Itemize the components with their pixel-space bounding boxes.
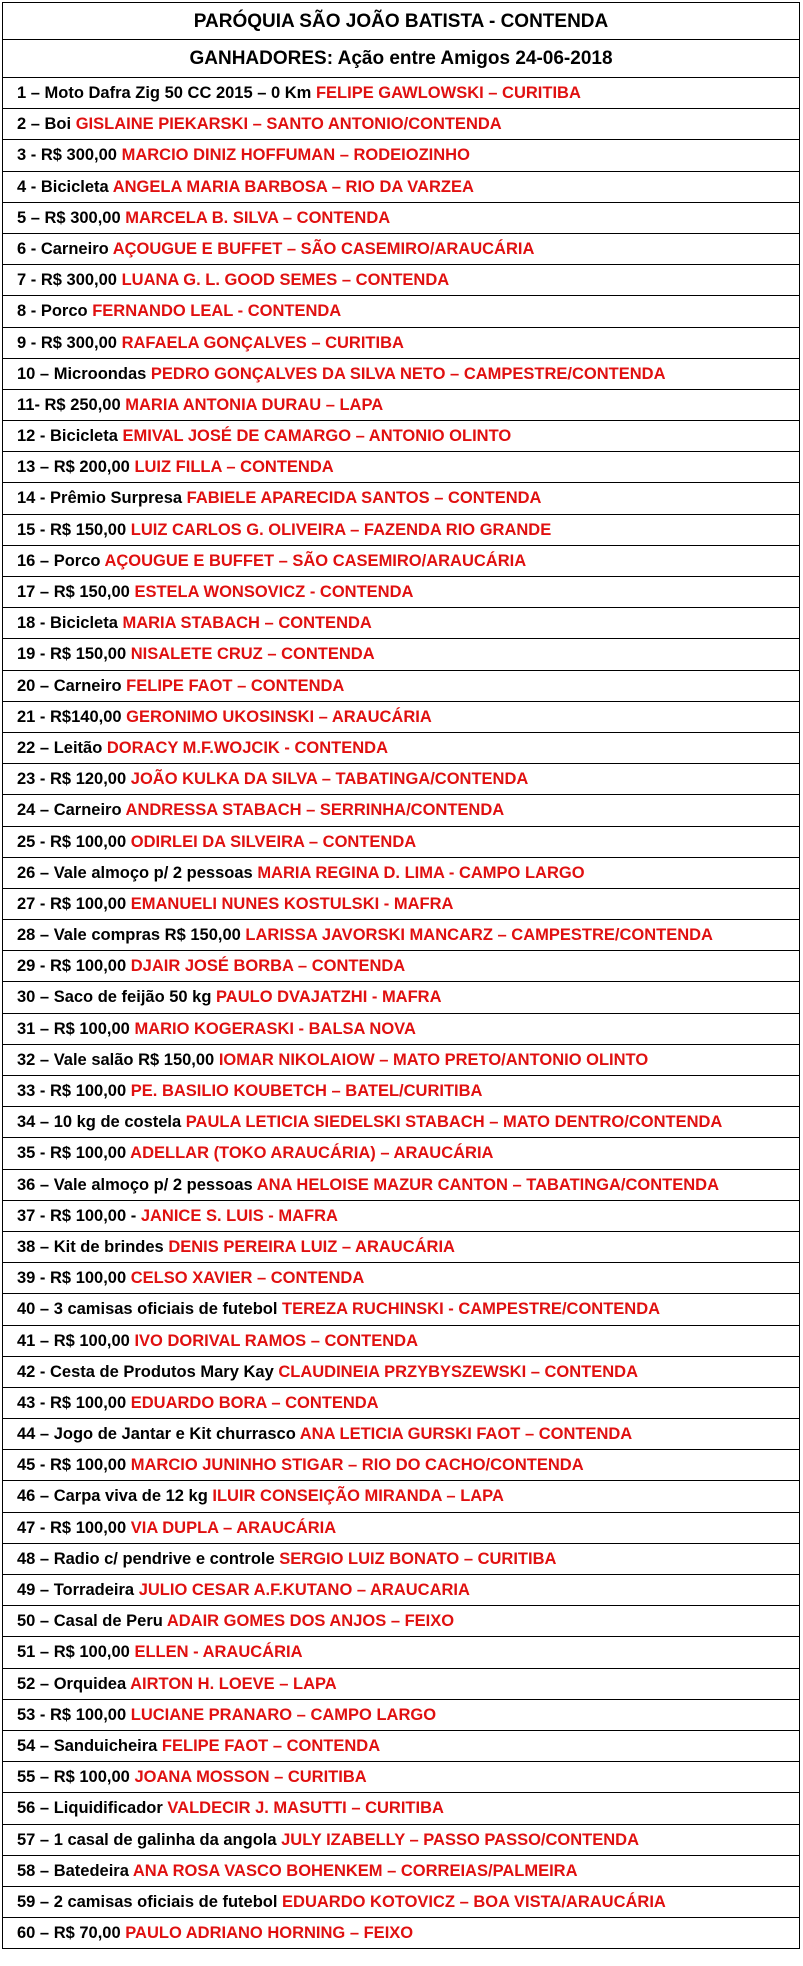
table-row	[3, 1731, 799, 1762]
winner-name: MARIA REGINA D. LIMA - CAMPO LARGO	[257, 863, 585, 882]
table-row	[3, 1825, 799, 1856]
table-row	[3, 858, 799, 889]
table-row	[3, 982, 799, 1013]
winner-name: ANDRESSA STABACH – SERRINHA/CONTENDA	[125, 801, 505, 820]
table-row	[3, 109, 799, 140]
prize-label: 8 - Porco	[17, 302, 88, 321]
prize-label: 24 – Carneiro	[17, 801, 122, 820]
prize-label: 5 – R$ 300,00	[17, 208, 121, 227]
prize-label: 34 – 10 kg de costela	[17, 1113, 182, 1132]
table-row	[3, 1887, 799, 1918]
winner-name: EMIVAL JOSÉ DE CAMARGO – ANTONIO OLINTO	[122, 427, 512, 446]
prize-label: 30 – Saco de feijão 50 kg	[17, 988, 212, 1007]
prize-label: 11- R$ 250,00	[17, 395, 121, 414]
table-row	[3, 827, 799, 858]
winner-name: PAULO DVAJATZHI - MAFRA	[216, 988, 442, 1007]
winner-name: VALDECIR J. MASUTTI – CURITIBA	[167, 1799, 444, 1818]
winner-name: PAULO ADRIANO HORNING – FEIXO	[125, 1924, 414, 1943]
winner-name: ELLEN - ARAUCÁRIA	[134, 1643, 303, 1662]
prize-label: 31 – R$ 100,00	[17, 1019, 130, 1038]
prize-label: 1 – Moto Dafra Zig 50 CC 2015 – 0 Km	[17, 84, 312, 102]
table-row	[3, 546, 799, 577]
prize-label: 46 – Carpa viva de 12 kg	[17, 1487, 208, 1506]
winner-name: EMANUELI NUNES KOSTULSKI - MAFRA	[130, 894, 454, 913]
winner-name: FELIPE FAOT – CONTENDA	[126, 676, 345, 695]
winner-name: AÇOUGUE E BUFFET – SÃO CASEMIRO/ARAUCÁRIA	[104, 551, 527, 570]
prize-label: 12 - Bicicleta	[17, 427, 118, 446]
table-row	[3, 1762, 799, 1793]
winner-name: VIA DUPLA – ARAUCÁRIA	[130, 1518, 337, 1537]
winner-name: ANGELA MARIA BARBOSA – RIO DA VARZEA	[112, 177, 474, 196]
table-row	[3, 1450, 799, 1481]
prize-label: 53 - R$ 100,00	[17, 1705, 127, 1724]
winner-name: JULY IZABELLY – PASSO PASSO/CONTENDA	[281, 1830, 640, 1849]
table-row	[3, 671, 799, 702]
prize-label: 18 - Bicicleta	[17, 614, 118, 633]
prize-label: 28 – Vale compras R$ 150,00	[17, 926, 241, 945]
prize-label: 43 - R$ 100,00	[17, 1393, 127, 1412]
winner-name: MARIA ANTONIA DURAU – LAPA	[125, 395, 384, 414]
winner-name: GERONIMO UKOSINSKI – ARAUCÁRIA	[126, 707, 432, 726]
table-row	[3, 140, 799, 171]
winners-list	[3, 78, 799, 1949]
winner-name: JULIO CESAR A.F.KUTANO – ARAUCARIA	[138, 1581, 470, 1599]
winner-name: ANA LETICIA GURSKI FAOT – CONTENDA	[299, 1425, 633, 1444]
prize-label: 10 – Microondas	[17, 364, 147, 383]
table-row	[3, 702, 799, 733]
table-row	[3, 1918, 799, 1949]
winner-name: IVO DORIVAL RAMOS – CONTENDA	[134, 1331, 419, 1350]
table-row	[3, 421, 799, 452]
winner-name: SERGIO LUIZ BONATO – CURITIBA	[279, 1549, 557, 1568]
table-row	[3, 1326, 799, 1357]
winner-name: AÇOUGUE E BUFFET – SÃO CASEMIRO/ARAUCÁRIA	[112, 239, 535, 258]
table-row	[3, 951, 799, 982]
prize-label: 41 – R$ 100,00	[17, 1331, 130, 1350]
table-row	[3, 1513, 799, 1544]
winner-name: ESTELA WONSOVICZ - CONTENDA	[134, 583, 414, 601]
winner-name: DJAIR JOSÉ BORBA – CONTENDA	[130, 957, 406, 976]
table-row	[3, 608, 799, 639]
table-row	[3, 920, 799, 951]
winner-name: ANA ROSA VASCO BOHENKEM – CORREIAS/PALMEIRA	[132, 1861, 578, 1880]
winner-name: ODIRLEI DA SILVEIRA – CONTENDA	[130, 832, 417, 851]
winner-name: PEDRO GONÇALVES DA SILVA NETO – CAMPESTRE/CONTENDA	[150, 364, 666, 383]
prize-label: 33 - R$ 100,00	[17, 1082, 127, 1100]
prize-label: 42 - Cesta de Produtos Mary Kay	[17, 1362, 274, 1381]
table-row	[3, 1232, 799, 1263]
table-row	[3, 1294, 799, 1325]
winner-name: JOANA MOSSON – CURITIBA	[134, 1768, 367, 1787]
winner-name: ILUIR CONSEIÇÃO MIRANDA – LAPA	[212, 1487, 504, 1506]
prize-label: 44 – Jogo de Jantar e Kit churrasco	[17, 1425, 296, 1444]
page-subtitle: GANHADORES: Ação entre Amigos 24-06-2018	[3, 40, 799, 78]
table-row	[3, 639, 799, 670]
prize-label: 39 - R$ 100,00	[17, 1269, 127, 1288]
winner-name: MARIO KOGERASKI - BALSA NOVA	[134, 1019, 416, 1038]
prize-label: 9 - R$ 300,00	[17, 333, 117, 352]
winner-name: PAULA LETICIA SIEDELSKI STABACH – MATO DENTRO/CONTENDA	[185, 1113, 723, 1132]
table-row	[3, 1201, 799, 1232]
prize-label: 56 – Liquidificador	[17, 1799, 163, 1818]
winner-name: FELIPE FAOT – CONTENDA	[161, 1736, 381, 1755]
winner-name: DENIS PEREIRA LUIZ – ARAUCÁRIA	[168, 1237, 455, 1256]
prize-label: 23 - R$ 120,00	[17, 770, 127, 789]
winner-name: AIRTON H. LOEVE – LAPA	[130, 1674, 337, 1693]
winner-name: MARCIO DINIZ HOFFUMAN – RODEIOZINHO	[121, 146, 470, 165]
table-row	[3, 265, 799, 296]
table-row	[3, 1856, 799, 1887]
winner-name: RAFAELA GONÇALVES – CURITIBA	[121, 333, 404, 352]
prize-label: 13 – R$ 200,00	[17, 458, 130, 477]
prize-label: 57 – 1 casal de galinha da angola	[17, 1830, 277, 1849]
winner-name: CELSO XAVIER – CONTENDA	[130, 1269, 365, 1288]
prize-label: 3 - R$ 300,00	[17, 146, 117, 165]
prize-label: 35 - R$ 100,00	[17, 1144, 127, 1163]
prize-label: 36 – Vale almoço p/ 2 pessoas	[17, 1175, 253, 1194]
table-row	[3, 1575, 799, 1606]
prize-label: 25 - R$ 100,00	[17, 832, 127, 851]
table-row	[3, 1107, 799, 1138]
prize-label: 2 – Boi	[17, 115, 72, 134]
prize-label: 47 - R$ 100,00	[17, 1518, 127, 1537]
table-row	[3, 1637, 799, 1668]
prize-label: 54 – Sanduicheira	[17, 1736, 158, 1755]
winner-name: NISALETE CRUZ – CONTENDA	[130, 645, 375, 664]
prize-label: 60 – R$ 70,00	[17, 1924, 121, 1943]
prize-label: 4 - Bicicleta	[17, 177, 109, 196]
table-row	[3, 1388, 799, 1419]
prize-label: 52 – Orquidea	[17, 1674, 127, 1693]
winner-name: IOMAR NIKOLAIOW – MATO PRETO/ANTONIO OLINTO	[218, 1050, 649, 1069]
winner-name: EDUARDO BORA – CONTENDA	[130, 1393, 379, 1412]
prize-label: 58 – Batedeira	[17, 1861, 129, 1880]
prize-label: 21 - R$140,00	[17, 707, 122, 726]
table-row	[3, 1793, 799, 1824]
table-row	[3, 1014, 799, 1045]
table-row	[3, 452, 799, 483]
table-row	[3, 1481, 799, 1512]
prize-label: 22 – Leitão	[17, 738, 103, 757]
table-row	[3, 1263, 799, 1294]
table-row	[3, 1419, 799, 1450]
prize-label: 26 – Vale almoço p/ 2 pessoas	[17, 863, 253, 882]
table-row	[3, 1544, 799, 1575]
prize-label: 20 – Carneiro	[17, 676, 122, 695]
prize-label: 40 – 3 camisas oficiais de futebol	[17, 1300, 278, 1319]
prize-label: 49 – Torradeira	[17, 1581, 135, 1599]
table-row	[3, 1606, 799, 1637]
prize-label: 29 - R$ 100,00	[17, 957, 127, 976]
table-row	[3, 889, 799, 920]
winner-name: LARISSA JAVORSKI MANCARZ – CAMPESTRE/CONTENDA	[245, 926, 713, 945]
winner-name: TEREZA RUCHINSKI - CAMPESTRE/CONTENDA	[282, 1300, 661, 1319]
table-row	[3, 78, 799, 109]
winner-name: LUCIANE PRANARO – CAMPO LARGO	[130, 1705, 437, 1724]
winner-name: GISLAINE PIEKARSKI – SANTO ANTONIO/CONTENDA	[75, 115, 502, 134]
table-row	[3, 296, 799, 327]
table-row	[3, 764, 799, 795]
winner-name: EDUARDO KOTOVICZ – BOA VISTA/ARAUCÁRIA	[282, 1892, 666, 1911]
prize-label: 38 – Kit de brindes	[17, 1237, 164, 1256]
table-row	[3, 234, 799, 265]
winner-name: MARCELA B. SILVA – CONTENDA	[125, 208, 391, 227]
prize-label: 15 - R$ 150,00	[17, 520, 127, 539]
table-row	[3, 1669, 799, 1700]
prize-label: 7 - R$ 300,00	[17, 271, 117, 290]
winner-name: FELIPE GAWLOWSKI – CURITIBA	[315, 84, 581, 102]
winner-name: ADAIR GOMES DOS ANJOS – FEIXO	[166, 1612, 455, 1631]
table-row	[3, 1700, 799, 1731]
winner-name: ANA HELOISE MAZUR CANTON – TABATINGA/CONTENDA	[256, 1175, 720, 1194]
table-row	[3, 359, 799, 390]
table-row	[3, 390, 799, 421]
table-row	[3, 1138, 799, 1169]
table-row	[3, 172, 799, 203]
prize-label: 32 – Vale salão R$ 150,00	[17, 1050, 215, 1069]
table-row	[3, 1357, 799, 1388]
prize-label: 14 - Prêmio Surpresa	[17, 489, 183, 508]
winner-name: JOÃO KULKA DA SILVA – TABATINGA/CONTENDA	[130, 770, 529, 789]
table-row	[3, 1076, 799, 1107]
prize-label: 27 - R$ 100,00	[17, 894, 127, 913]
winner-name: PE. BASILIO KOUBETCH – BATEL/CURITIBA	[130, 1082, 483, 1100]
winner-name: MARIA STABACH – CONTENDA	[122, 614, 372, 633]
prize-label: 17 – R$ 150,00	[17, 583, 130, 601]
table-row	[3, 1170, 799, 1201]
winner-name: JANICE S. LUIS - MAFRA	[140, 1206, 338, 1225]
winner-name: LUIZ FILLA – CONTENDA	[134, 458, 334, 477]
prize-label: 50 – Casal de Peru	[17, 1612, 163, 1631]
table-row	[3, 203, 799, 234]
winner-name: MARCIO JUNINHO STIGAR – RIO DO CACHO/CONTENDA	[130, 1456, 584, 1475]
prize-label: 55 – R$ 100,00	[17, 1768, 130, 1787]
prize-label: 6 - Carneiro	[17, 239, 109, 258]
prize-label: 48 – Radio c/ pendrive e controle	[17, 1549, 275, 1568]
table-row	[3, 577, 799, 608]
winner-name: FABIELE APARECIDA SANTOS – CONTENDA	[186, 489, 542, 508]
winner-name: CLAUDINEIA PRZYBYSZEWSKI – CONTENDA	[278, 1362, 639, 1381]
winner-name: FERNANDO LEAL - CONTENDA	[92, 302, 342, 321]
prize-label: 16 – Porco	[17, 551, 101, 570]
prize-label: 45 - R$ 100,00	[17, 1456, 127, 1475]
prize-label: 19 - R$ 150,00	[17, 645, 127, 664]
page-title: PARÓQUIA SÃO JOÃO BATISTA - CONTENDA	[3, 3, 799, 40]
table-row	[3, 795, 799, 826]
table-row	[3, 328, 799, 359]
prize-label: 37 - R$ 100,00 -	[17, 1206, 137, 1225]
winner-name: LUANA G. L. GOOD SEMES – CONTENDA	[121, 271, 450, 290]
table-row	[3, 515, 799, 546]
table-row	[3, 1045, 799, 1076]
winner-name: LUIZ CARLOS G. OLIVEIRA – FAZENDA RIO GRANDE	[130, 520, 552, 539]
winner-name: DORACY M.F.WOJCIK - CONTENDA	[106, 738, 389, 757]
prize-label: 51 – R$ 100,00	[17, 1643, 130, 1662]
prize-label: 59 – 2 camisas oficiais de futebol	[17, 1892, 278, 1911]
table-row	[3, 733, 799, 764]
table-row	[3, 483, 799, 514]
winner-name: ADELLAR (TOKO ARAUCÁRIA) – ARAUCÁRIA	[130, 1144, 494, 1163]
winners-table	[2, 2, 800, 1949]
